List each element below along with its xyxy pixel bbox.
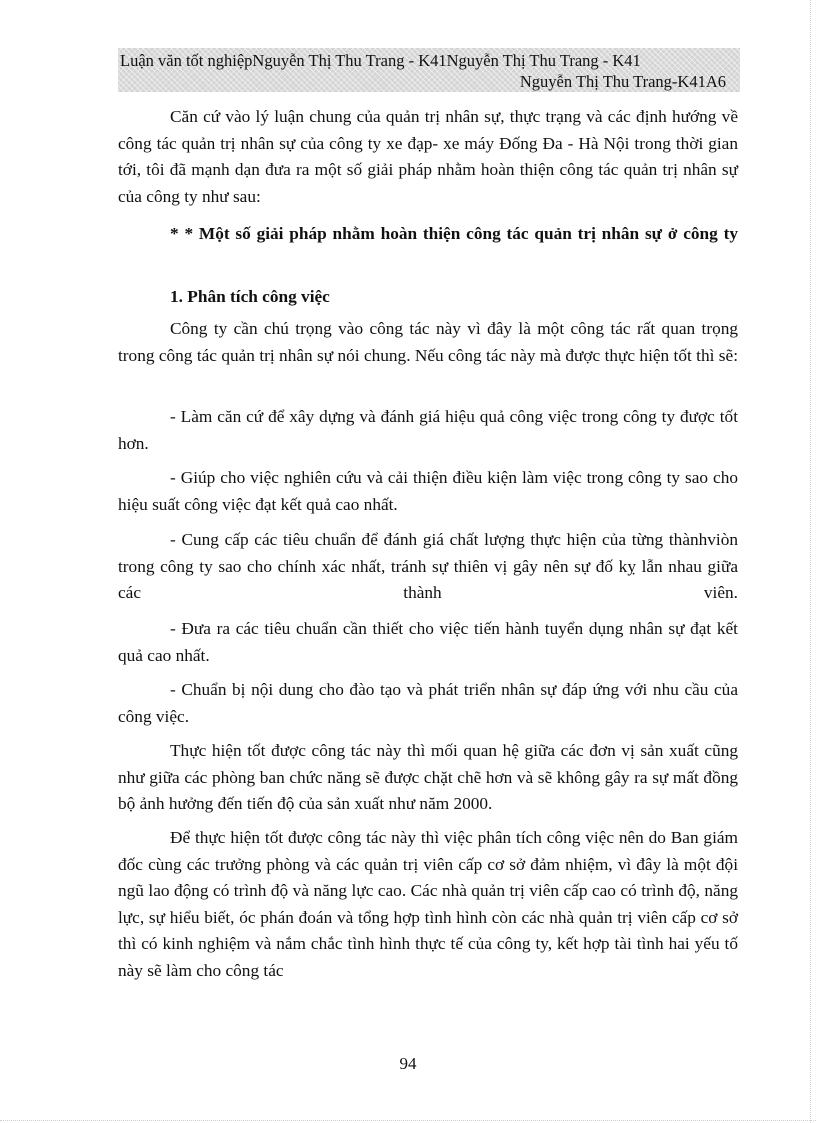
subheading-block	[118, 284, 738, 311]
paragraph-block-3	[118, 825, 738, 984]
page-number: 94	[399, 1054, 417, 1073]
document-body	[118, 104, 738, 210]
page-edge-bottom	[0, 1120, 816, 1122]
subheading-job-analysis: 1. Phân tích công việc	[170, 287, 330, 306]
section-heading: * * Một số giải pháp nhằm hoàn thiện công tác quản trị nhân sự ở công ty	[170, 224, 738, 243]
bullet-item-3: - Cung cấp các tiêu chuẩn để đánh giá chất lượng thực hiện của từng thànhviòn trong công ty sao cho chính xác nhất, tránh sự thiên vị gây nên sự đố kỵ lẫn nhau giữa các thành viên.	[118, 530, 738, 602]
page-edge-right	[810, 0, 812, 1123]
intro-paragraph: Căn cứ vào lý luận chung của quản trị nhân sự, thực trạng và các định hướng về công tác quản trị nhân sự của công ty xe đạp- xe máy Đống Đa - Hà Nội trong thời gian tới, tôi đã mạnh dạn đưa ra một số giải pháp nhằm hoàn thiện công tác quản trị nhân sự của công ty như sau:	[118, 107, 738, 206]
header-line-1: Luận văn tốt nghiệpNguyễn Thị Thu Trang - K41Nguyễn Thị Thu Trang - K41	[120, 51, 641, 70]
bullet-block-1	[118, 404, 738, 457]
header-line-2: Nguyễn Thị Thu Trang-K41A6	[519, 72, 726, 91]
paragraph-responsibility: Để thực hiện tốt được công tác này thì việc phân tích công việc nên do Ban giám đốc cùng các trưởng phòng và các quản trị viên cấp cơ sở đảm nhiệm, vì đây là một đội ngũ lao động có trình độ và năng lực cao. Các nhà quản trị viên cấp cao có trình độ, năng lực, sự hiểu biết, óc phán đoán và tổng hợp tình hình còn các nhà quản trị viên cấp cơ sở thì có kinh nghiệm và nắm chắc tình hình thực tế của công ty, kết hợp tài tình hai yếu tố này sẽ làm cho công tác	[118, 828, 738, 980]
section-heading-block	[118, 221, 738, 248]
paragraph-block-2	[118, 738, 738, 818]
paragraph-importance: Công ty cần chú trọng vào công tác này vì đây là một công tác rất quan trọng trong công tác quản trị nhân sự nói chung. Nếu công tác này mà được thực hiện tốt thì sẽ:	[118, 319, 738, 365]
paragraph-coordination: Thực hiện tốt được công tác này thì mối quan hệ giữa các đơn vị sản xuất cũng như giữa các phòng ban chức năng sẽ được chặt chẽ hơn và sẽ không gây ra sự mất đồng bộ ảnh hưởng đến tiến độ của sản xuất như năm 2000.	[118, 741, 738, 813]
bullet-item-5: - Chuẩn bị nội dung cho đào tạo và phát triển nhân sự đáp ứng với nhu cầu của công việc.	[118, 680, 738, 726]
bullet-item-4: - Đưa ra các tiêu chuẩn cần thiết cho việc tiến hành tuyển dụng nhân sự đạt kết quả cao nhất.	[118, 619, 738, 665]
bullet-block-2	[118, 465, 738, 518]
bullet-block-4	[118, 616, 738, 669]
running-header	[118, 48, 740, 92]
paragraph-block-1	[118, 316, 738, 369]
bullet-item-1: - Làm căn cứ để xây dựng và đánh giá hiệu quả công việc trong công ty được tốt hơn.	[118, 407, 738, 453]
bullet-block-5	[118, 677, 738, 730]
bullet-item-2: - Giúp cho việc nghiên cứu và cải thiện điều kiện làm việc trong công ty sao cho hiệu suất công việc đạt kết quả cao nhất.	[118, 468, 738, 514]
bullet-block-3	[118, 527, 738, 607]
